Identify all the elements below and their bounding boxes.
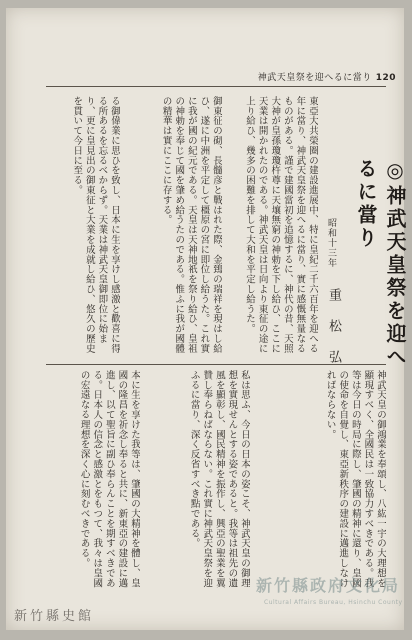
page-number: 120 [375,73,396,83]
magazine-page [6,8,407,630]
article-date: 昭和十三年 [326,218,336,268]
watermark-logo: 新竹縣政府文化局 [256,576,401,595]
header-rule [46,86,386,87]
running-title: 神武天皇祭を迎へるに當り [257,73,372,83]
body-column-upper-middle: 御東征の砌、長髓彦と戰はれた際、金鵄の瑞祥を現はし給ひ、遂に中洲を平定して橿原の宮に即位し給うた。これ實に我が國の紀元である。天皇は天神地祇を祭り給ひ、皇祖の神勅を奉じて國を肇め給うたのである。惟ふに我が國體の精華は實にここに存する。 [160,96,222,354]
body-column-lower-left: 本に生を享けた我等は、肇國の大精神を體し、皇國の隆昌を祈念し奉ると共に、新東亞の建設に邁進し、以て聖旨に副ひ奉らんことを期すべきである。日本人の信念と感激とをもつて、我々は皇國の宏遠なる理想を深く心に刻むべきである。 [78,370,140,588]
running-header [246,70,396,84]
body-column-upper-right: 東亞大共榮圈の建設進展中、特に皇紀二千六百年を迎へる年に當り、神武天皇祭を迎へるに當り、實に感慨無量なるものがある。謹で建國當初を追憶するに、神代の昔、天照大神が皇孫瓊瓊杵尊に天壤無窮の神勅を下し給ひ、ここに天業は開かれたのである。神武天皇は日向より東征の途に上り給ひ、幾多の困難を排して大和を平定し給うた。 [244,96,318,354]
section-divider [46,364,386,365]
watermark-subtitle: Cultural Affairs Bureau, Hsinchu County [264,599,403,606]
body-column-lower-middle: 私は思ふ、今日の日本の姿こそ、神武天皇の御理想を實現せんとする姿であると。我等は祖先の遺風を顯彰し、國民精神を振作し、興亞の聖業を翼贊し奉らねばならない。これ實に神武天皇祭を迎ふるに當り、深く反省すべき點である。 [188,370,250,588]
article-author: 重松弘 [326,288,341,381]
body-column-lower-right: 神武天皇の御鴻業を奉頌し、八紘一宇の大理想を顯現すべく、全國民は一致協力すべきである。我等は今日の時局に際し、肇國の精神に還り、皇國の使命を自覺し、東亞新秩序の建設に邁進しなければならない。 [324,370,386,588]
body-column-upper-left: る御偉業に思ひを致し、日本に生を享けし感激と歡喜に得る所あるを忘るべからず。天業は神武天皇御即位に始まり、更に皇見出の御東征と大業を成就し給ひ、悠久の歷史を貫いて今日に至る。 [71,96,120,354]
article-title: ◎神武天皇祭を迎へるに當り [354,158,407,369]
archive-stamp: 新竹縣史館 [14,609,95,624]
